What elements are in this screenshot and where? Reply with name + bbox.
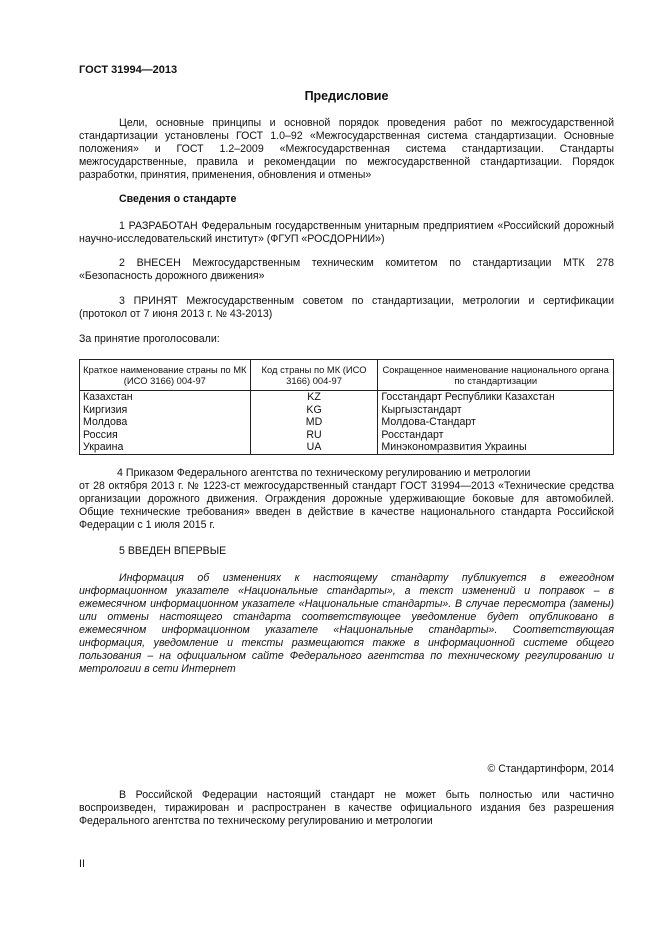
reproduction-paragraph: В Российской Федерации настоящий стандарт не может быть полностью или частично воспроизведен, тиражирован и распространен в качестве официального издания без разрешения Федерального агентства по техническому регулированию и метрологии xyxy=(79,789,614,827)
table-header-row xyxy=(80,360,614,391)
copyright-notice: © Стандартинформ, 2014 xyxy=(487,763,614,775)
table-header-agency: Сокращенное наименование национального органа по стандартизации xyxy=(378,360,614,391)
table-cell-country: Россия xyxy=(80,429,251,442)
table-cell-agency: Минэкономразвития Украины xyxy=(378,441,614,454)
table-header-country: Краткое наименование страны по МК (ИСО 3166) 004-97 xyxy=(80,360,251,391)
item-5-paragraph: 5 ВВЕДЕН ВПЕРВЫЕ xyxy=(119,545,227,557)
table-cell-code: KG xyxy=(250,404,378,417)
table-row xyxy=(80,416,614,429)
table-cell-agency: Росстандарт xyxy=(378,429,614,442)
table-cell-code: UA xyxy=(250,441,378,454)
table-cell-code: MD xyxy=(250,416,378,429)
table-cell-country: Украина xyxy=(80,441,251,454)
table-cell-country: Киргизия xyxy=(80,404,251,417)
page-number: II xyxy=(79,858,85,870)
table-cell-agency: Госстандарт Республики Казахстан xyxy=(378,391,614,404)
table-row xyxy=(80,429,614,442)
notice-paragraph: Информация об изменениях к настоящему стандарту публикуется в ежегодном информационном указателе «Национальные стандарты», а текст изменений и поправок – в ежемесячном информационном указателе «Национальные стандарты». В случае пересмотра (замены) или отмены настоящего стандарта соответствующее уведомление будет опубликовано в ежемесячном информационном указателе «Национальные стандарты». Соответствующая информация, уведомление и тексты размещаются также в информационной системе общего пользования – на официальном сайте Федерального агентства по техническому регулированию и метрологии в сети Интернет xyxy=(79,572,614,675)
table-cell-country: Казахстан xyxy=(80,391,251,404)
table-header-code: Код страны по МК (ИСО 3166) 004-97 xyxy=(250,360,378,391)
info-heading: Сведения о стандарте xyxy=(119,193,237,205)
item-4-first-line: 4 Приказом Федерального агентства по техническому регулированию и метрологии xyxy=(117,467,531,479)
section-title: Предисловие xyxy=(304,89,389,103)
item-2-paragraph: 2 ВНЕСЕН Межгосударственным техническим комитетом по стандартизации МТК 278 «Безопасность дорожного движения» xyxy=(79,257,614,282)
table-cell-code: KZ xyxy=(250,391,378,404)
voted-label: За принятие проголосовали: xyxy=(79,333,220,345)
table-cell-country: Молдова xyxy=(80,416,251,429)
countries-table xyxy=(79,359,614,455)
table-cell-agency: Кыргызстандарт xyxy=(378,404,614,417)
item-4-paragraph: от 28 октября 2013 г. № 1223-ст межгосударственный стандарт ГОСТ 31994—2013 «Технические средства организации дорожного движения. Ограждения дорожные удерживающие боковые для автомобилей. Общие технические требования» введен в действие в качестве национального стандарта Российской Федерации с 1 июля 2015 г. xyxy=(79,480,614,531)
table-cell-code: RU xyxy=(250,429,378,442)
table-cell-agency: Молдова-Стандарт xyxy=(378,416,614,429)
table-row xyxy=(80,441,614,454)
table-row xyxy=(80,391,614,404)
table-row xyxy=(80,404,614,417)
item-3-paragraph: 3 ПРИНЯТ Межгосударственным советом по стандартизации, метрологии и сертификации (протокол от 7 июня 2013 г. № 43-2013) xyxy=(79,295,614,320)
item-1-paragraph: 1 РАЗРАБОТАН Федеральным государственным унитарным предприятием «Российский дорожный научно-исследовательский институт» (ФГУП «РОСДОРНИИ») xyxy=(79,220,614,245)
intro-paragraph: Цели, основные принципы и основной порядок проведения работ по межгосударственной стандартизации установлены ГОСТ 1.0–92 «Межгосударственная система стандартизации. Основные положения» и ГОСТ 1.2–2009 «Межгосударственная система стандартизации. Стандарты межгосударственные, правила и рекомендации по межгосударственной стандартизации. Порядок разработки, принятия, применения, обновления и отмены» xyxy=(79,117,614,181)
document-header: ГОСТ 31994—2013 xyxy=(79,64,178,76)
